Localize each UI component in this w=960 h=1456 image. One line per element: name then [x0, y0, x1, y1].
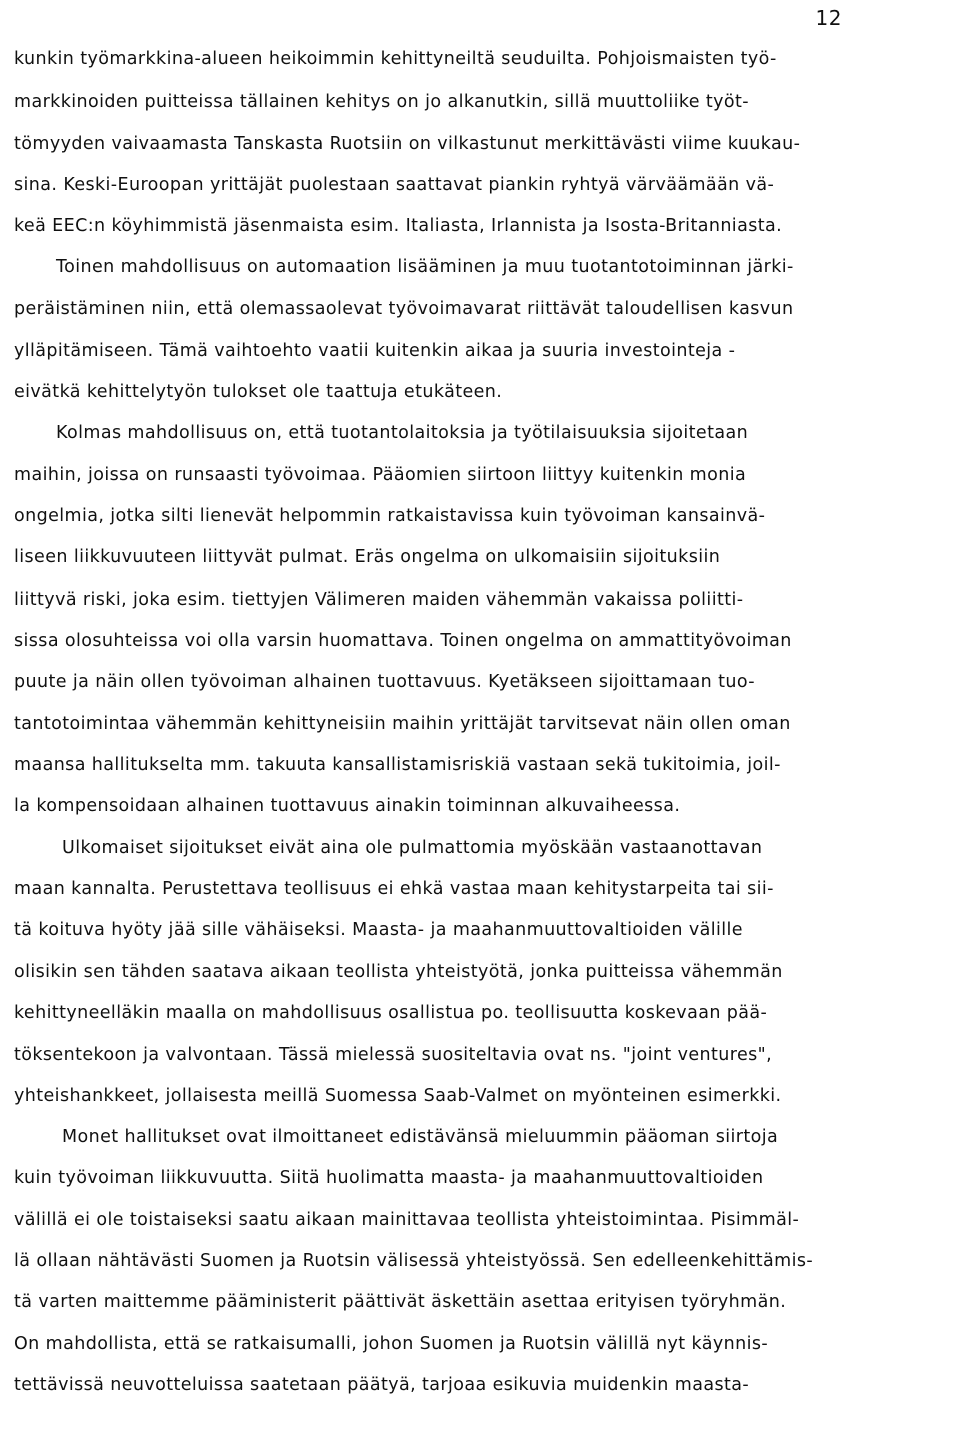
text-line: markkinoiden puitteissa tällainen kehitys on jo alkanutkin, sillä muuttoliike työt-	[14, 92, 750, 112]
text-line: yhteishankkeet, jollaisesta meillä Suomessa Saab-Valmet on myönteinen esimerkki.	[14, 1086, 782, 1106]
text-line: kehittyneelläkin maalla on mahdollisuus osallistua po. teollisuutta koskevaan pää-	[14, 1003, 768, 1023]
text-line: välillä ei ole toistaiseksi saatu aikaan mainittavaa teollista yhteistoimintaa. Pisimmäl-	[14, 1210, 800, 1230]
text-line: liseen liikkuvuuteen liittyvät pulmat. Eräs ongelma on ulkomaisiin sijoituksiin	[14, 547, 721, 567]
text-line: peräistäminen niin, että olemassaolevat työvoimavarat riittävät taloudellisen kasvun	[14, 299, 794, 319]
text-line: ongelmia, jotka silti lienevät helpommin ratkaistavissa kuin työvoiman kansainvä-	[14, 506, 766, 526]
text-line: Ulkomaiset sijoitukset eivät aina ole pulmattomia myöskään vastaanottavan	[62, 838, 763, 858]
text-line: eivätkä kehittelytyön tulokset ole taattuja etukäteen.	[14, 382, 503, 402]
text-line: maihin, joissa on runsaasti työvoimaa. Pääomien siirtoon liittyy kuitenkin monia	[14, 465, 747, 485]
text-line: tantotoimintaa vähemmän kehittyneisiin maihin yrittäjät tarvitsevat näin ollen oman	[14, 714, 791, 734]
text-line: kuin työvoiman liikkuvuutta. Siitä huolimatta maasta- ja maahanmuuttovaltioiden	[14, 1168, 764, 1188]
text-line: liittyvä riski, joka esim. tiettyjen Välimeren maiden vähemmän vakaissa poliitti-	[14, 590, 744, 610]
text-line: sina. Keski-Euroopan yrittäjät puolestaan saattavat piankin ryhtyä värväämään vä-	[14, 175, 775, 195]
text-line: tä koituva hyöty jää sille vähäiseksi. Maasta- ja maahanmuuttovaltioiden välille	[14, 920, 743, 940]
text-line: kunkin työmarkkina-alueen heikoimmin kehittyneiltä seuduilta. Pohjoismaisten työ-	[14, 49, 777, 69]
text-line: Monet hallitukset ovat ilmoittaneet edistävänsä mieluummin pääoman siirtoja	[62, 1127, 779, 1147]
text-line: töksentekoon ja valvontaan. Tässä mielessä suositeltavia ovat ns. "joint ventures",	[14, 1045, 773, 1065]
text-line: maansa hallitukselta mm. takuuta kansallistamisriskiä vastaan sekä tukitoimia, joil-	[14, 755, 781, 775]
text-line: Toinen mahdollisuus on automaation lisääminen ja muu tuotantotoiminnan järki-	[56, 257, 794, 277]
text-line: maan kannalta. Perustettava teollisuus ei ehkä vastaa maan kehitystarpeita tai sii-	[14, 879, 774, 899]
text-line: tä varten maittemme pääministerit päättivät äskettäin asettaa erityisen työryhmän.	[14, 1292, 787, 1312]
text-line: On mahdollista, että se ratkaisumalli, johon Suomen ja Ruotsin välillä nyt käynnis-	[14, 1334, 769, 1354]
text-line: la kompensoidaan alhainen tuottavuus ainakin toiminnan alkuvaiheessa.	[14, 796, 681, 816]
text-line: Kolmas mahdollisuus on, että tuotantolaitoksia ja työtilaisuuksia sijoitetaan	[56, 423, 749, 443]
text-line: sissa olosuhteissa voi olla varsin huomattava. Toinen ongelma on ammattityövoiman	[14, 631, 792, 651]
text-line: keä EEC:n köyhimmistä jäsenmaista esim. Italiasta, Irlannista ja Isosta-Britanniasta.	[14, 216, 783, 236]
text-line: lä ollaan nähtävästi Suomen ja Ruotsin välisessä yhteistyössä. Sen edelleenkehittämis-	[14, 1251, 814, 1271]
text-line: tettävissä neuvotteluissa saatetaan päätyä, tarjoaa esikuvia muidenkin maasta-	[14, 1375, 750, 1395]
text-line: tömyyden vaivaamasta Tanskasta Ruotsiin on vilkastunut merkittävästi viime kuukau-	[14, 134, 801, 154]
page-number: 12	[815, 6, 842, 30]
text-line: puute ja näin ollen työvoiman alhainen tuottavuus. Kyetäkseen sijoittamaan tuo-	[14, 672, 756, 692]
text-line: ylläpitämiseen. Tämä vaihtoehto vaatii kuitenkin aikaa ja suuria investointeja -	[14, 341, 736, 361]
text-line: olisikin sen tähden saatava aikaan teollista yhteistyötä, jonka puitteissa vähemmän	[14, 962, 783, 982]
